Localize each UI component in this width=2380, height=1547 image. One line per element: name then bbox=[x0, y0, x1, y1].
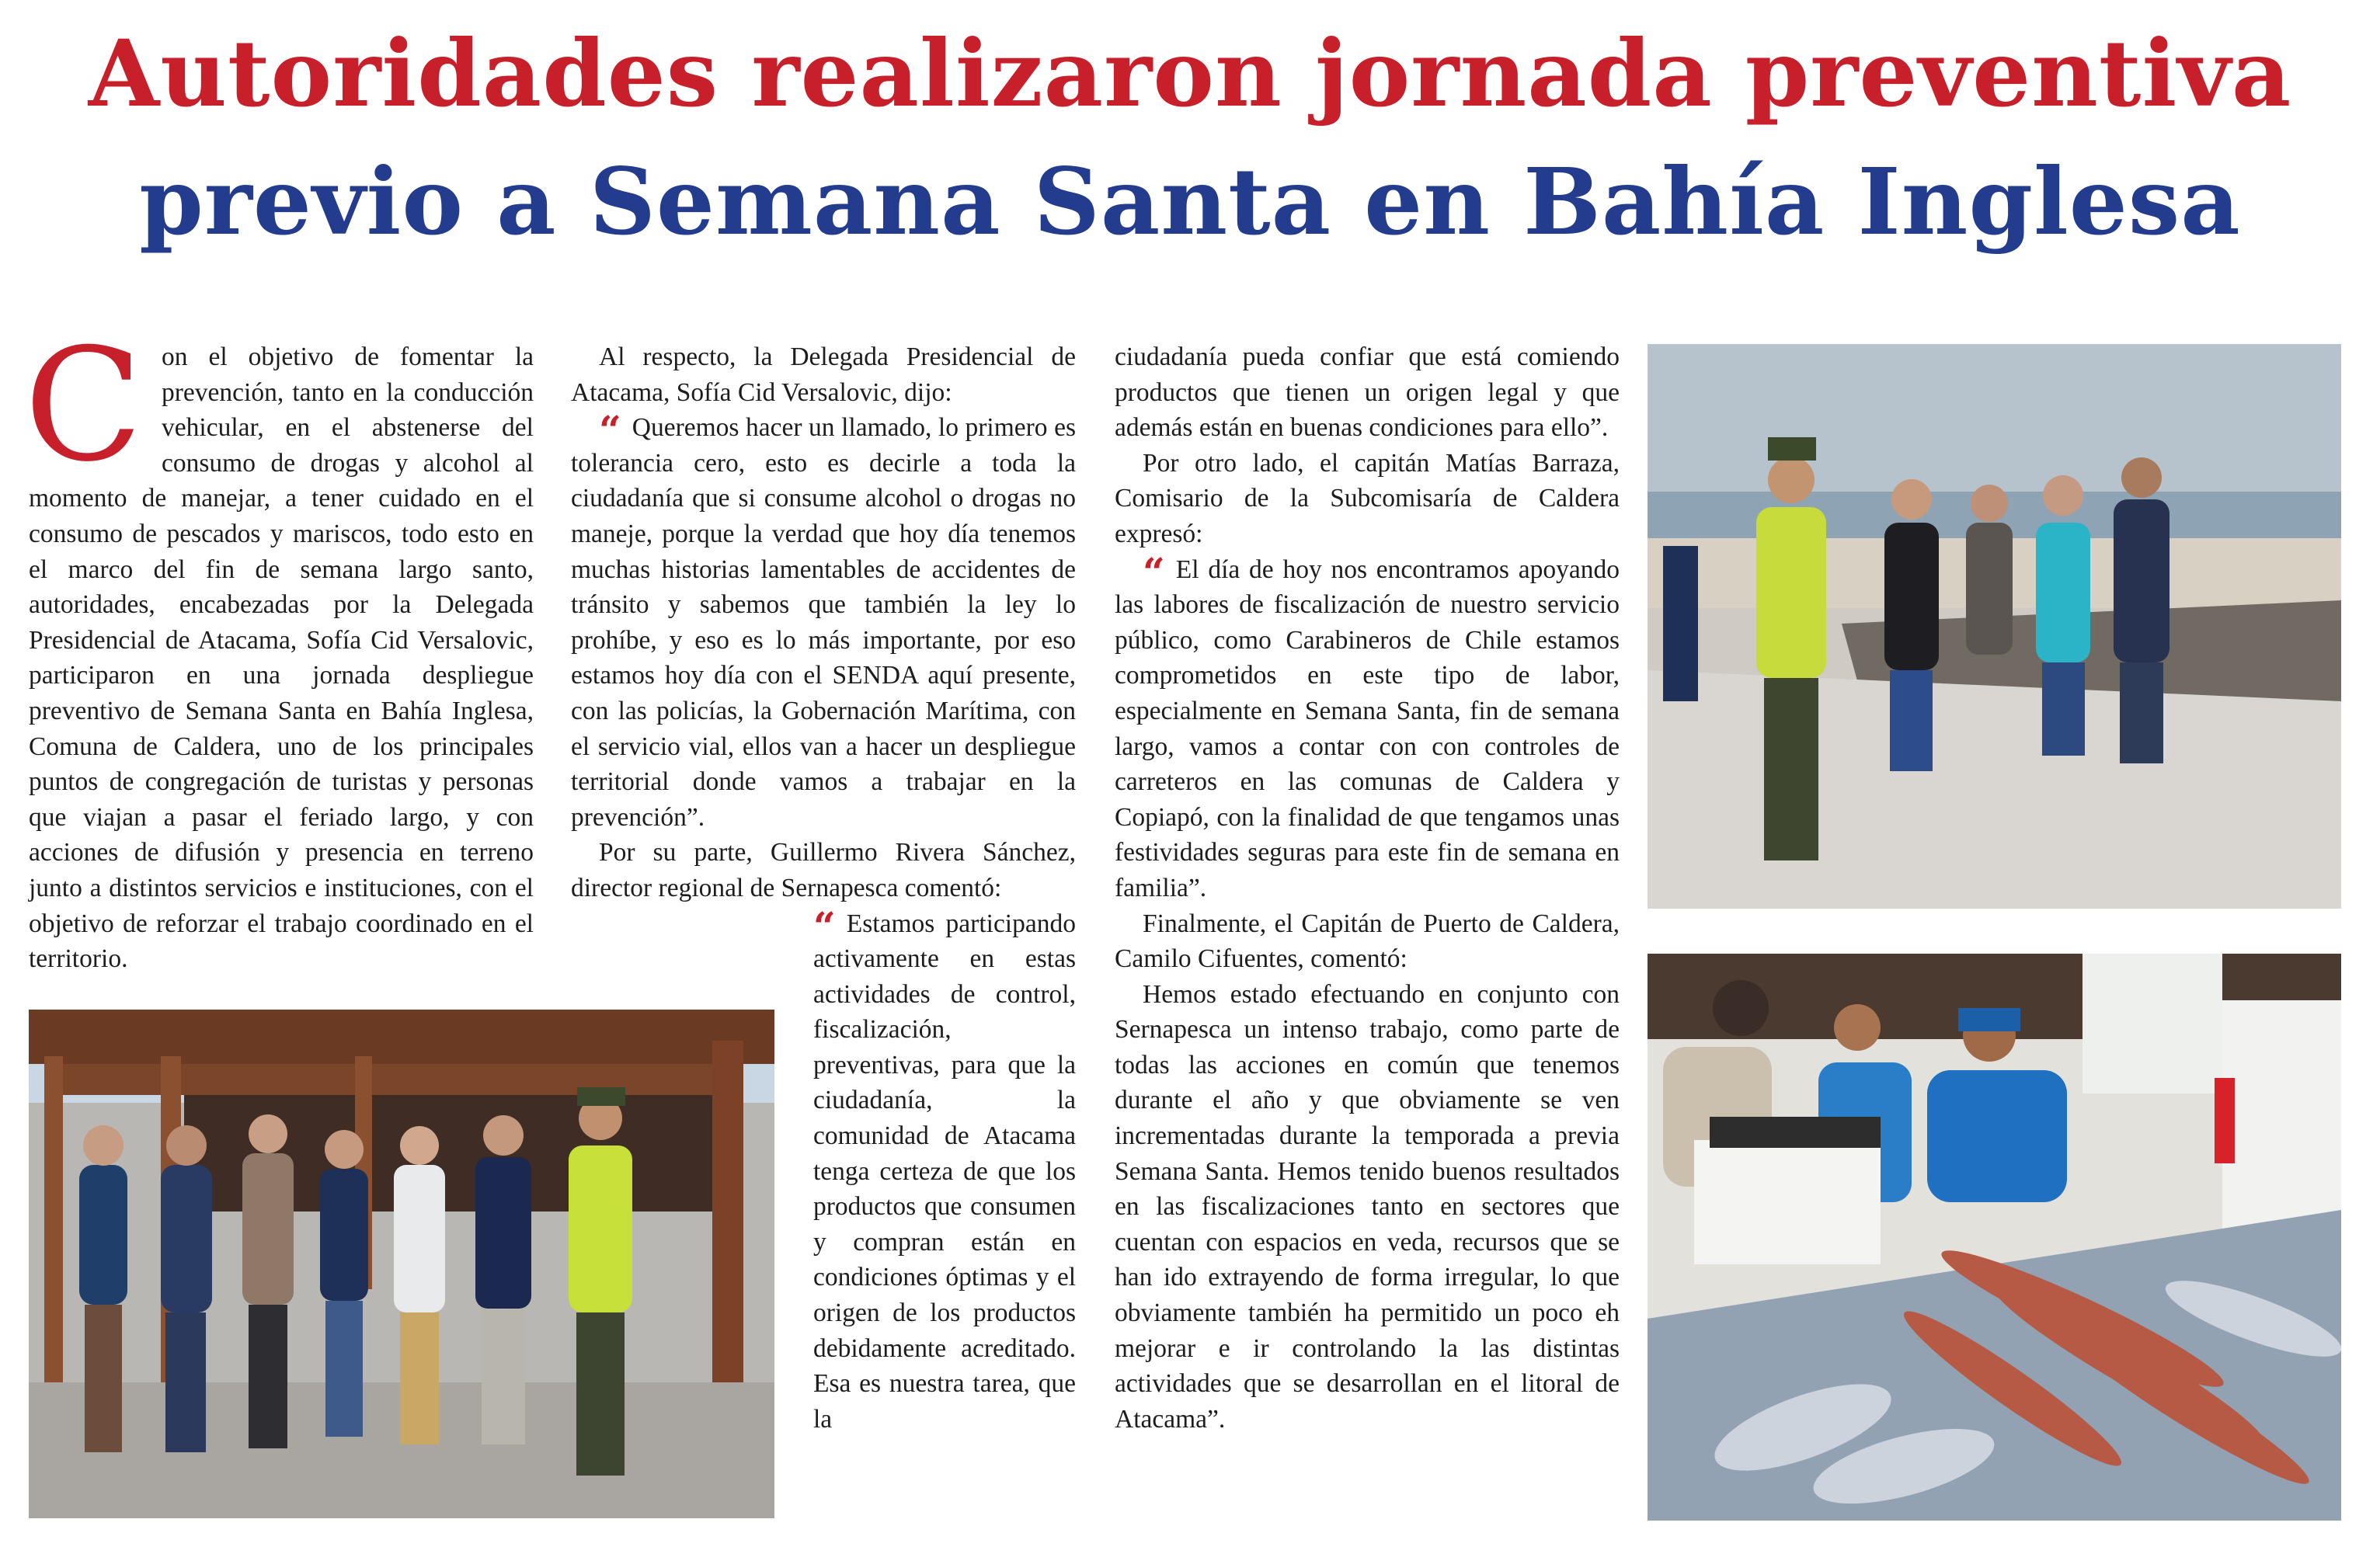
article-column-1 bbox=[24, 315, 534, 988]
headline-line-2: previo a Semana Santa en Bahía Inglesa bbox=[139, 148, 2241, 256]
article-column-3 bbox=[1115, 339, 1620, 1520]
sernapesca-quote-block bbox=[813, 902, 1076, 1437]
sernapesca-intro-paragraph: Por su parte, Guillermo Rivera Sánchez, director regional de Sernapesca comentó: bbox=[571, 838, 1076, 902]
carabineros-quote-text: El día de hoy nos encontramos apoyando las labores de fiscalización de nuestro servicio público, como Carabineros de Chile estamos comprometidos en este tipo de labor, especialmente en Semana Santa, fin de semana largo, vamos a contar con con controles de carreteros en las comunas de Caldera y Copiapó, con la finalidad de que tengamos unas festividades seguras para este fin de semana en familia”. bbox=[1115, 554, 1620, 902]
carabineros-intro-paragraph: Por otro lado, el capitán Matías Barraza, Comisario de la Subcomisaría de Caldera expresó: bbox=[1115, 448, 1620, 548]
carabineros-quote bbox=[1115, 548, 1620, 906]
quote-mark-icon: “ bbox=[1143, 548, 1165, 595]
drop-cap: C bbox=[24, 315, 144, 496]
delegada-quote-text: Queremos hacer un llamado, lo primero es tolerancia cero, esto es decirle a toda la ciudadanía que si consume alcohol o drogas no maneje, porque la verdad que hoy día tenemos muchas historias lamentables de accidentes de tránsito y sabemos que también la ley lo prohíbe, y eso es lo más importante, por eso estamos hoy día con el SENDA aquí presente, con las policías, la Gobernación Marítima, con el servicio vial, ellos van a hacer un despliegue territorial donde vamos a trabajar en la prevención”. bbox=[571, 413, 1076, 832]
promenade-photo bbox=[1648, 344, 2341, 909]
fish-market-photo bbox=[1648, 954, 2341, 1521]
quote-mark-icon: “ bbox=[599, 407, 621, 454]
group-photo bbox=[29, 1010, 774, 1518]
intro-paragraph: on el objetivo de fomentar la prevención, tanto en la conducción vehicular, en el abstenerse del consumo de drogas y alcohol al momento de manejar, a tener cuidado en el consumo de pescados y mariscos, todo esto en el marco del fin de semana largo santo, autoridades, encabezadas por la Delegada Presidencial de Atacama, Sofía Cid Versalovic, participaron en una jornada despliegue preventivo de Semana Santa en Bahía Inglesa, Comuna de Caldera, uno de los principales puntos de congregación de turistas y personas que viajan a pasar el feriado largo, y con acciones de difusión y presencia en terreno junto a distintos servicios e instituciones, con el objetivo de reforzar el trabajo coordinado en el territorio. bbox=[29, 342, 534, 974]
delegada-intro-paragraph: Al respecto, la Delegada Presidencial de Atacama, Sofía Cid Versalovic, dijo: bbox=[571, 342, 1076, 407]
capitan-puerto-intro-paragraph: Finalmente, el Capitán de Puerto de Caldera, Camilo Cifuentes, comentó: bbox=[1115, 909, 1620, 974]
capitan-puerto-quote: Hemos estado efectuando en conjunto con Sernapesca un intenso trabajo, como parte de todas las acciones en común que tenemos durante el año y que obviamente se ven incrementadas durante la temporada a previa Semana Santa. Hemos tenido buenos resultados en las fiscalizaciones tanto en sectores que cuentan con espacios en veda, recursos que se han ido extrayendo de forma irregular, lo que obviamente también ha permitido un poco eh mejorar e ir controlando la las distintas actividades que se desarrollan en el litoral de Atacama”. bbox=[1115, 979, 1620, 1434]
delegada-quote bbox=[571, 407, 1076, 835]
sernapesca-quote bbox=[813, 902, 1076, 1437]
sernapesca-quote-continued: ciudadanía pueda confiar que está comiendo productos que tienen un origen legal y que además están en buenas condiciones para ello”. bbox=[1115, 342, 1620, 443]
quote-mark-icon: “ bbox=[813, 902, 836, 949]
sernapesca-quote-text: Estamos participando activamente en estas actividades de control, fiscalización, preventivas, para que la ciudadanía, la comunidad de Atacama tenga certeza de que los productos que consumen y compran están en condiciones óptimas y el origen de los productos debidamente acreditado. Esa es nuestra tarea, que la bbox=[813, 909, 1076, 1434]
headline-line-1: Autoridades realizaron jornada preventiva bbox=[88, 19, 2292, 127]
